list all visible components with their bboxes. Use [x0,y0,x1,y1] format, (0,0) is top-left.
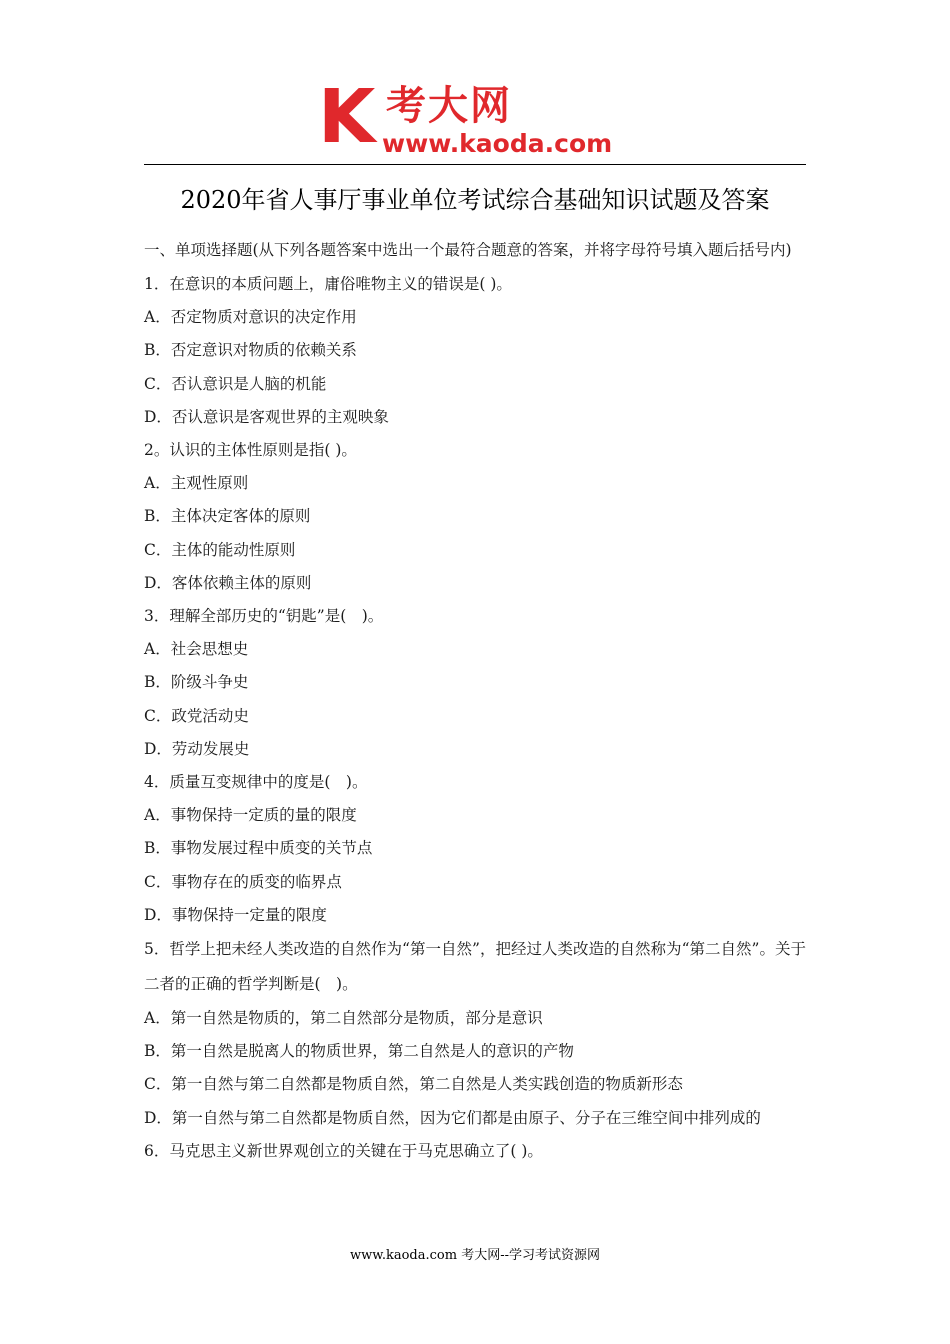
text-line: C．事物存在的质变的临界点 [144,872,342,891]
header-divider [144,164,806,165]
text-line: A．否定物质对意识的决定作用 [144,308,357,327]
text-line: A．第一自然是物质的，第二自然部分是物质，部分是意识 [144,1009,543,1028]
text-line: 6．马克思主义新世界观创立的关键在于马克思确立了( )。 [144,1141,543,1160]
logo-name: 考大网 [386,83,512,129]
text-line: B．第一自然是脱离人的物质世界，第二自然是人的意识的产物 [144,1042,574,1061]
text-line: B．主体决定客体的原则 [144,507,311,526]
text-line: C．主体的能动性原则 [144,540,296,559]
text-line: D．第一自然与第二自然都是物质自然，因为它们都是由原子、分子在三维空间中排列成的 [144,1108,761,1127]
document-title: 2020年省人事厅事业单位考试综合基础知识试题及答案 [180,186,770,214]
text-line: 2。认识的主体性原则是指( )。 [144,441,357,460]
text-line: D．劳动发展史 [144,739,250,758]
text-line: A．社会思想史 [144,640,249,659]
text-line: D．客体依赖主体的原则 [144,573,312,592]
text-line: 3．理解全部历史的“钥匙”是( )。 [144,607,384,626]
text-line: A．事物保持一定质的量的限度 [144,806,357,825]
page-footer: www.kaoda.com 考大网--学习考试资源网 [350,1248,600,1263]
question-5: 5．哲学上把未经人类改造的自然作为“第一自然”，把经过人类改造的自然称为“第二自然”。关于二者的正确的哲学判断是( )。 [144,940,806,994]
text-line: C．政党活动史 [144,706,249,725]
text-line: A．主观性原则 [144,474,249,493]
text-line: B．阶级斗争史 [144,673,249,692]
text-line: 1．在意识的本质问题上，庸俗唯物主义的错误是( )。 [144,275,512,293]
kaoda-logo[interactable] [318,74,648,160]
text-line: B．否定意识对物质的依赖关系 [144,341,357,360]
text-line: 4．质量互变规律中的度是( )。 [144,773,368,792]
text-line: C．第一自然与第二自然都是物质自然，第二自然是人类实践创造的物质新形态 [144,1075,683,1094]
logo-url: www.kaoda.com [382,129,613,158]
text-line: D．事物保持一定量的限度 [144,905,327,924]
logo-k-mark: K [318,74,374,160]
document-body [144,233,806,1168]
text-line: D．否认意识是客观世界的主观映象 [144,407,389,426]
text-line: C．否认意识是人脑的机能 [144,374,327,393]
section-heading: 一、单项选择题(从下列各题答案中选出一个最符合题意的答案，并将字母符号填入题后括号内) [144,241,792,259]
text-line: B．事物发展过程中质变的关节点 [144,839,373,858]
